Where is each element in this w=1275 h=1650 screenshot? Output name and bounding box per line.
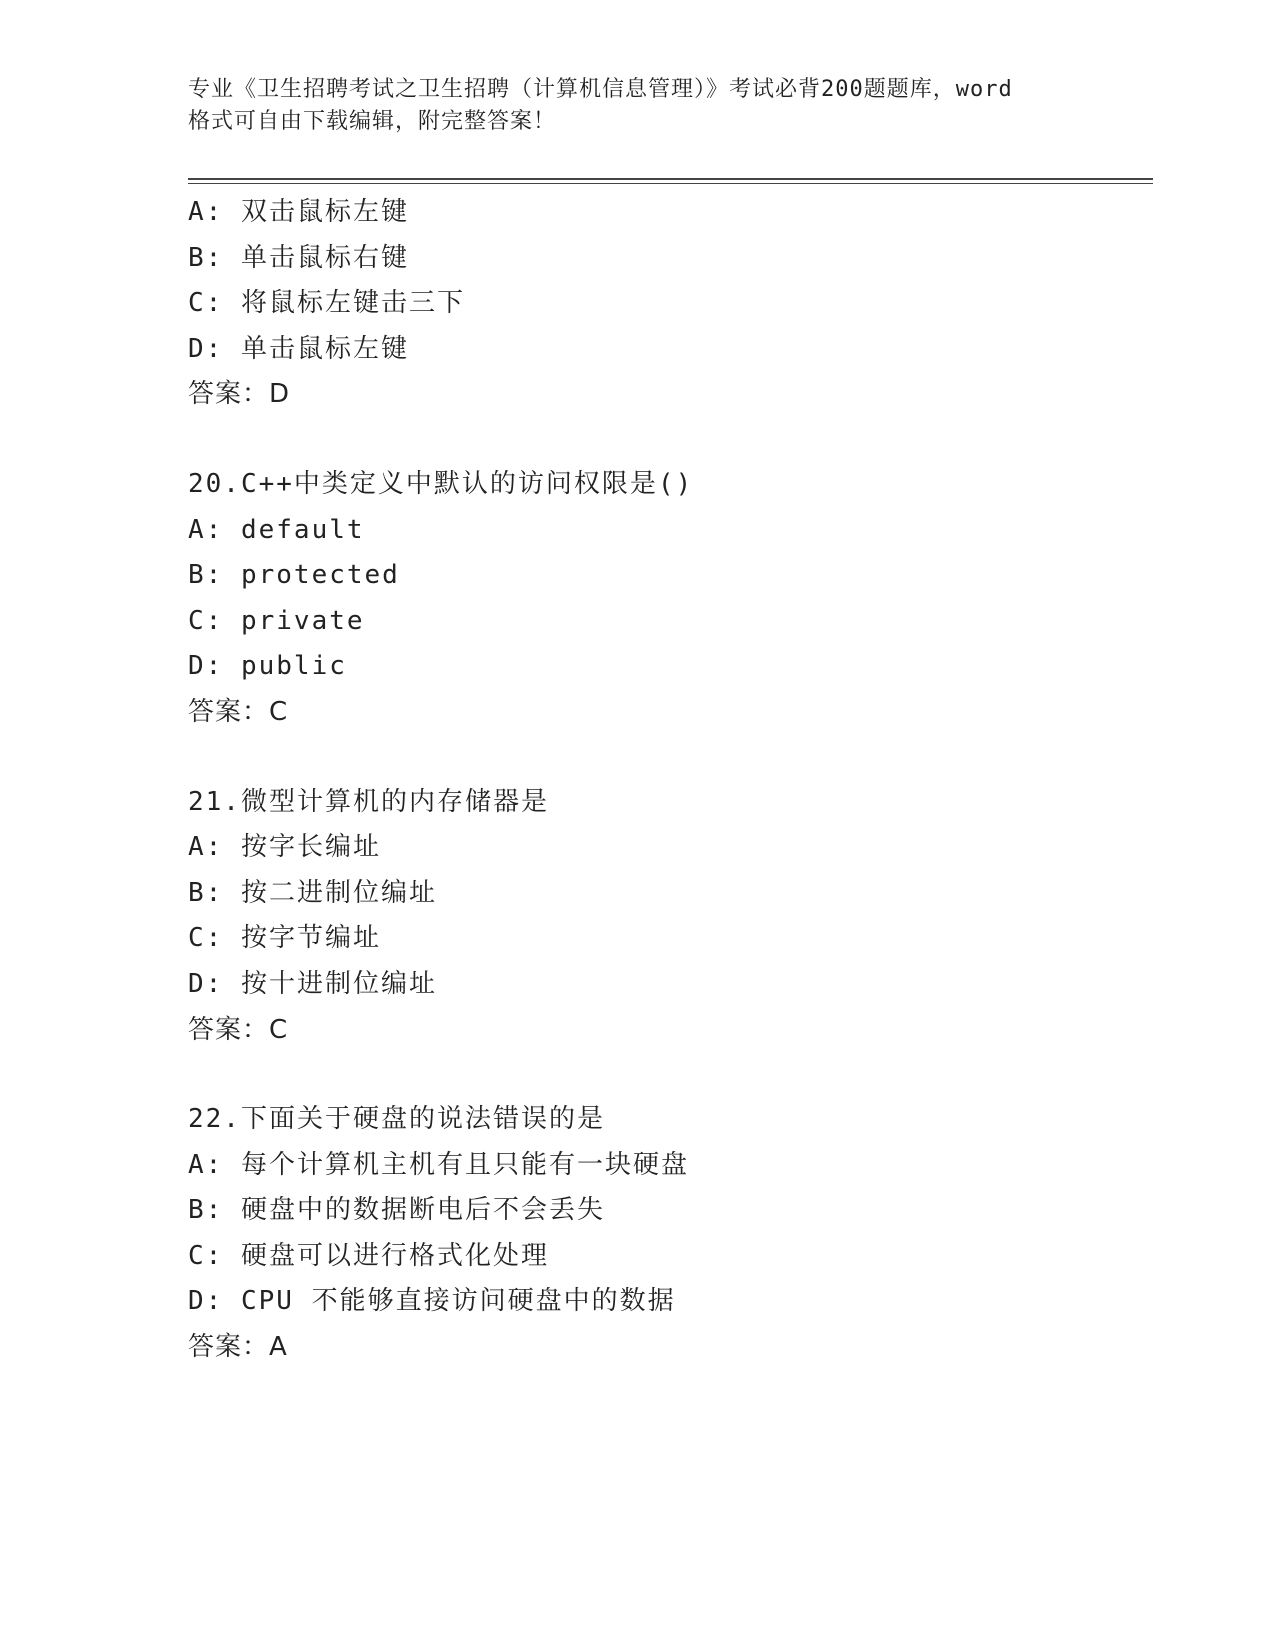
header-divider-thin (188, 183, 1153, 184)
question-stem: 22.下面关于硬盘的说法错误的是 (188, 1104, 605, 1135)
header-divider-thick (188, 178, 1153, 180)
question-spacer (188, 736, 1153, 780)
option-d: D: CPU 不能够直接访问硬盘中的数据 (188, 1286, 676, 1317)
option-d: D: 按十进制位编址 (188, 968, 437, 999)
answer-line: 答案：D (188, 379, 291, 410)
option-a: A: 每个计算机主机有且只能有一块硬盘 (188, 1149, 689, 1180)
question-19-continued (188, 190, 1153, 418)
option-b: B: 按二进制位编址 (188, 877, 437, 908)
option-c: C: 将鼠标左键击三下 (188, 288, 465, 319)
question-spacer (188, 1053, 1153, 1097)
option-c: C: 按字节编址 (188, 923, 381, 954)
option-d: D: public (188, 651, 347, 682)
document-header (188, 74, 1088, 138)
document-body (188, 190, 1153, 1371)
option-b: B: protected (188, 560, 400, 591)
question-20 (188, 462, 1153, 736)
question-21 (188, 780, 1153, 1054)
option-c: C: 硬盘可以进行格式化处理 (188, 1240, 549, 1271)
question-stem: 21.微型计算机的内存储器是 (188, 786, 549, 817)
option-b: B: 单击鼠标右键 (188, 242, 409, 273)
option-d: D: 单击鼠标左键 (188, 333, 409, 364)
answer-line: 答案：C (188, 1014, 289, 1045)
option-c: C: private (188, 605, 365, 636)
option-a: A: 双击鼠标左键 (188, 197, 409, 227)
question-22 (188, 1097, 1153, 1371)
option-b: B: 硬盘中的数据断电后不会丢失 (188, 1195, 605, 1226)
header-title-line-1: 专业《卫生招聘考试之卫生招聘（计算机信息管理）》考试必背200题题库，word (188, 77, 1013, 102)
question-spacer (188, 418, 1153, 462)
question-stem: 20.C++中类定义中默认的访问权限是() (188, 468, 694, 499)
option-a: A: 按字长编址 (188, 832, 381, 863)
header-title-line-2: 格式可自由下载编辑，附完整答案！ (188, 109, 557, 134)
answer-line: 答案：C (188, 696, 289, 727)
option-a: A: default (188, 514, 365, 545)
answer-line: 答案：A (188, 1332, 288, 1363)
